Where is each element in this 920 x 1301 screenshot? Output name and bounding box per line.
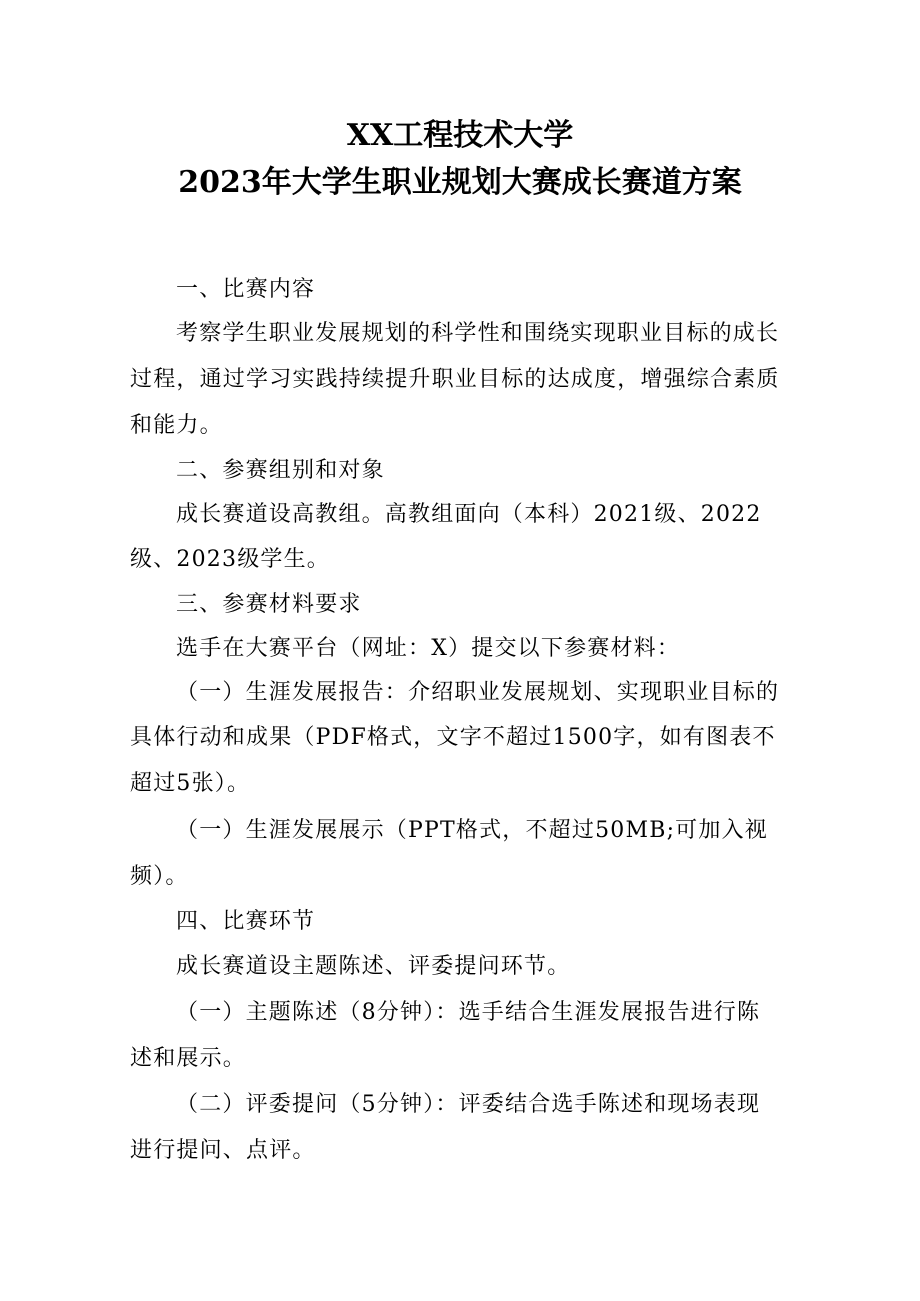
paragraph-line: （一）生涯发展展示（PPT格式，不超过50MB;可加入视 <box>176 818 768 843</box>
paragraph-line: 考察学生职业发展规划的科学性和围绕实现职业目标的成长 <box>176 321 780 346</box>
paragraph-line: 具体行动和成果（PDF格式，文字不超过1500字，如有图表不 <box>130 725 776 750</box>
section-heading-4: 四、比赛环节 <box>176 909 316 934</box>
paragraph-line: 述和展示。 <box>130 1046 247 1071</box>
paragraph-line: 超过5张）。 <box>130 771 251 796</box>
paragraph-line: （一）生涯发展报告：介绍职业发展规划、实现职业目标的 <box>176 680 780 705</box>
paragraph-line: （二）评委提问（5分钟）：评委结合选手陈述和现场表现 <box>176 1092 761 1117</box>
paragraph-line: （一）主题陈述（8分钟）：选手结合生涯发展报告进行陈 <box>176 1000 761 1025</box>
paragraph-line: 选手在大赛平台（网址：X）提交以下参赛材料： <box>176 636 681 661</box>
document-title-line2: 2023年大学生职业规划大赛成长赛道方案 <box>178 165 742 200</box>
paragraph-line: 和能力。 <box>130 413 223 438</box>
section-heading-2: 二、参赛组别和对象 <box>176 458 385 483</box>
section-heading-3: 三、参赛材料要求 <box>176 592 362 617</box>
paragraph-line: 进行提问、点评。 <box>130 1138 316 1163</box>
paragraph-line: 频）。 <box>130 864 189 889</box>
paragraph-line: 成长赛道设主题陈述、评委提问环节。 <box>176 954 571 979</box>
paragraph-line: 级、2023级学生。 <box>130 547 330 572</box>
paragraph-line: 过程，通过学习实践持续提升职业目标的达成度，增强综合素质 <box>130 367 780 392</box>
paragraph-line: 成长赛道设高教组。高教组面向（本科）2021级、2022 <box>176 502 762 527</box>
section-heading-1: 一、比赛内容 <box>176 277 316 302</box>
document-title-line1: XX工程技术大学 <box>346 118 574 153</box>
